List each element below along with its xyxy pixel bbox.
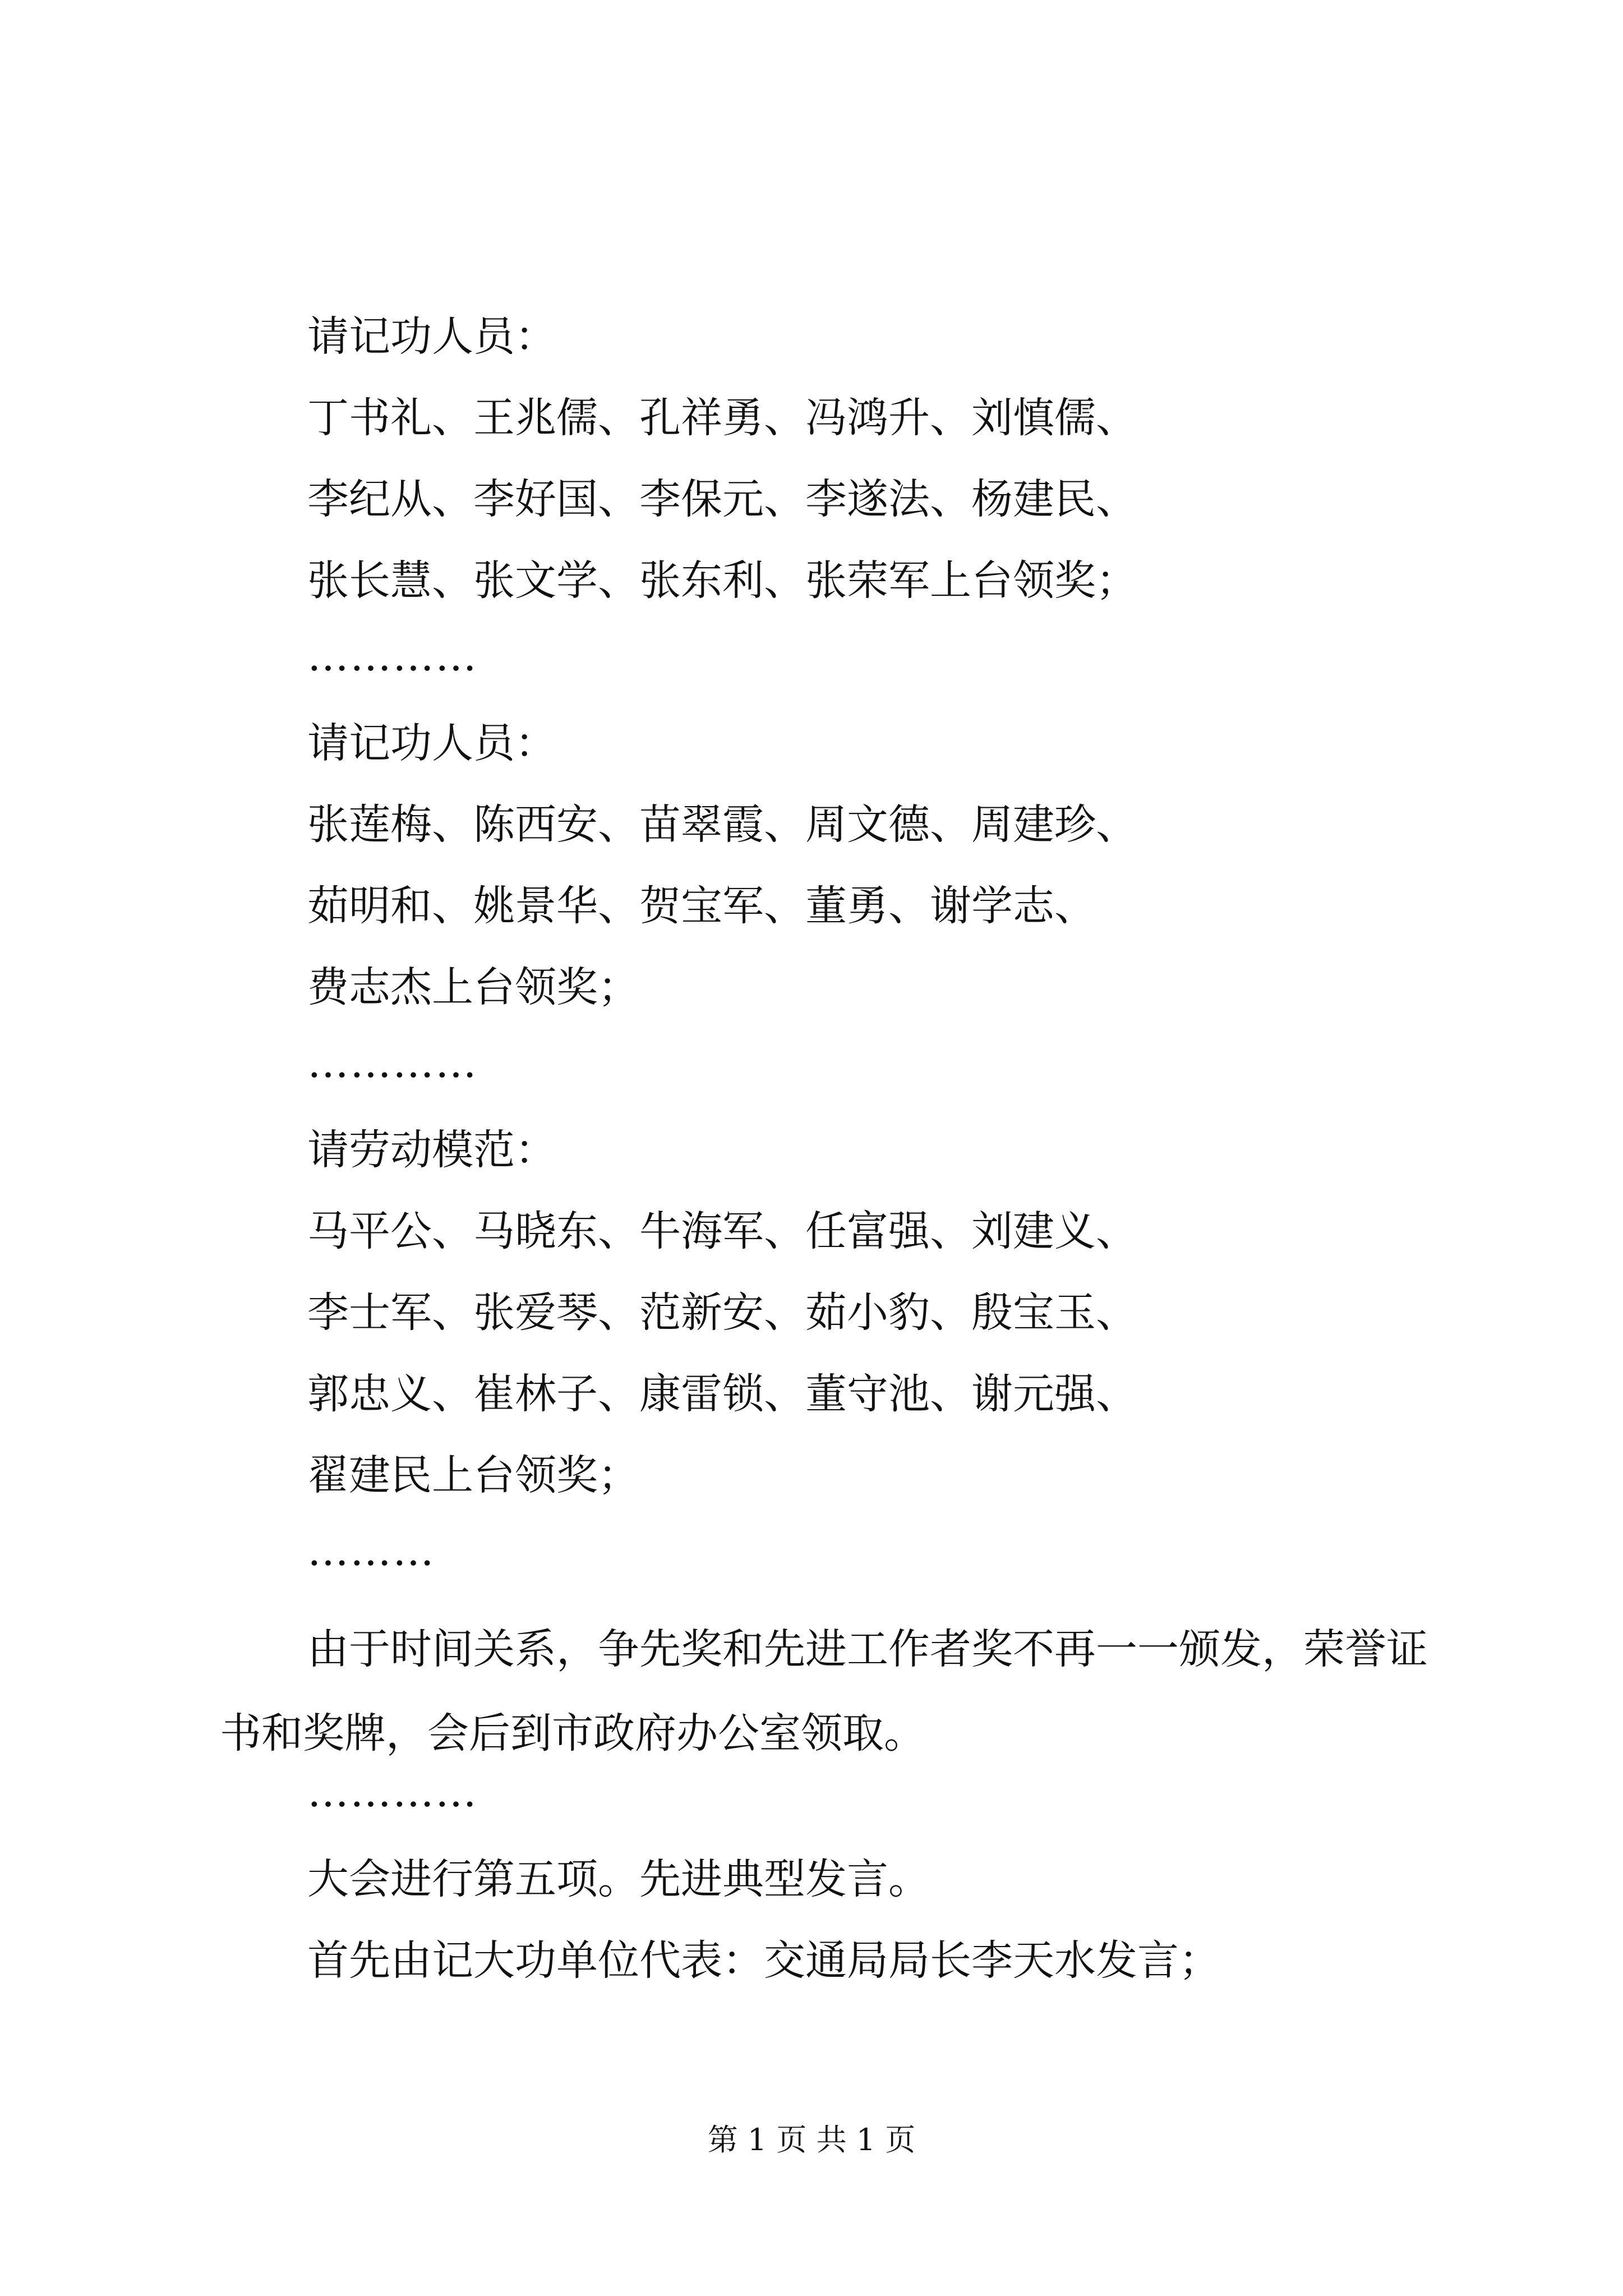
name-list-line: 茹明和、姚景华、贺宝军、董勇、谢学志、 — [307, 882, 1096, 930]
section-heading: 请记功人员： — [307, 312, 556, 361]
speaker-announcement: 首先由记大功单位代表：交通局局长李天水发言； — [307, 1936, 1220, 1985]
ellipsis-separator: ………… — [307, 1768, 478, 1816]
name-list-line: 李士军、张爱琴、范新安、茹小豹、殷宝玉、 — [307, 1289, 1137, 1337]
name-list-line: 郭忠义、崔林子、康雷锁、董守池、谢元强、 — [307, 1370, 1137, 1418]
agenda-item: 大会进行第五项。先进典型发言。 — [307, 1855, 930, 1903]
name-list-line: 费志杰上台领奖； — [307, 963, 639, 1011]
section-heading: 请记功人员： — [307, 719, 556, 767]
page-footer: 第 1 页 共 1 页 — [707, 2122, 916, 2157]
notice-paragraph: 由于时间关系，争先奖和先进工作者奖不再一一颁发，荣誉证书和奖牌，会后到市政府办公室领取。 — [220, 1625, 1428, 1757]
ellipsis-separator: ……… — [307, 1527, 435, 1575]
name-list-line: 翟建民上台领奖； — [307, 1451, 639, 1499]
ellipsis-separator: ………… — [307, 632, 478, 680]
name-list-line: 张莲梅、陈西安、苗翠霞、周文德、周建珍、 — [307, 800, 1137, 849]
name-list-line: 张长慧、张文学、张东利、张荣军上台领奖； — [307, 556, 1137, 605]
section-heading: 请劳动模范： — [307, 1126, 556, 1174]
name-list-line: 李纪从、李好国、李保元、李遂法、杨建民、 — [307, 475, 1137, 523]
ellipsis-separator: ………… — [307, 1039, 478, 1087]
name-list-line: 丁书礼、王兆儒、孔祥勇、冯鸿升、刘慎儒、 — [307, 394, 1137, 442]
name-list-line: 马平公、马晓东、牛海军、任富强、刘建义、 — [307, 1207, 1137, 1255]
